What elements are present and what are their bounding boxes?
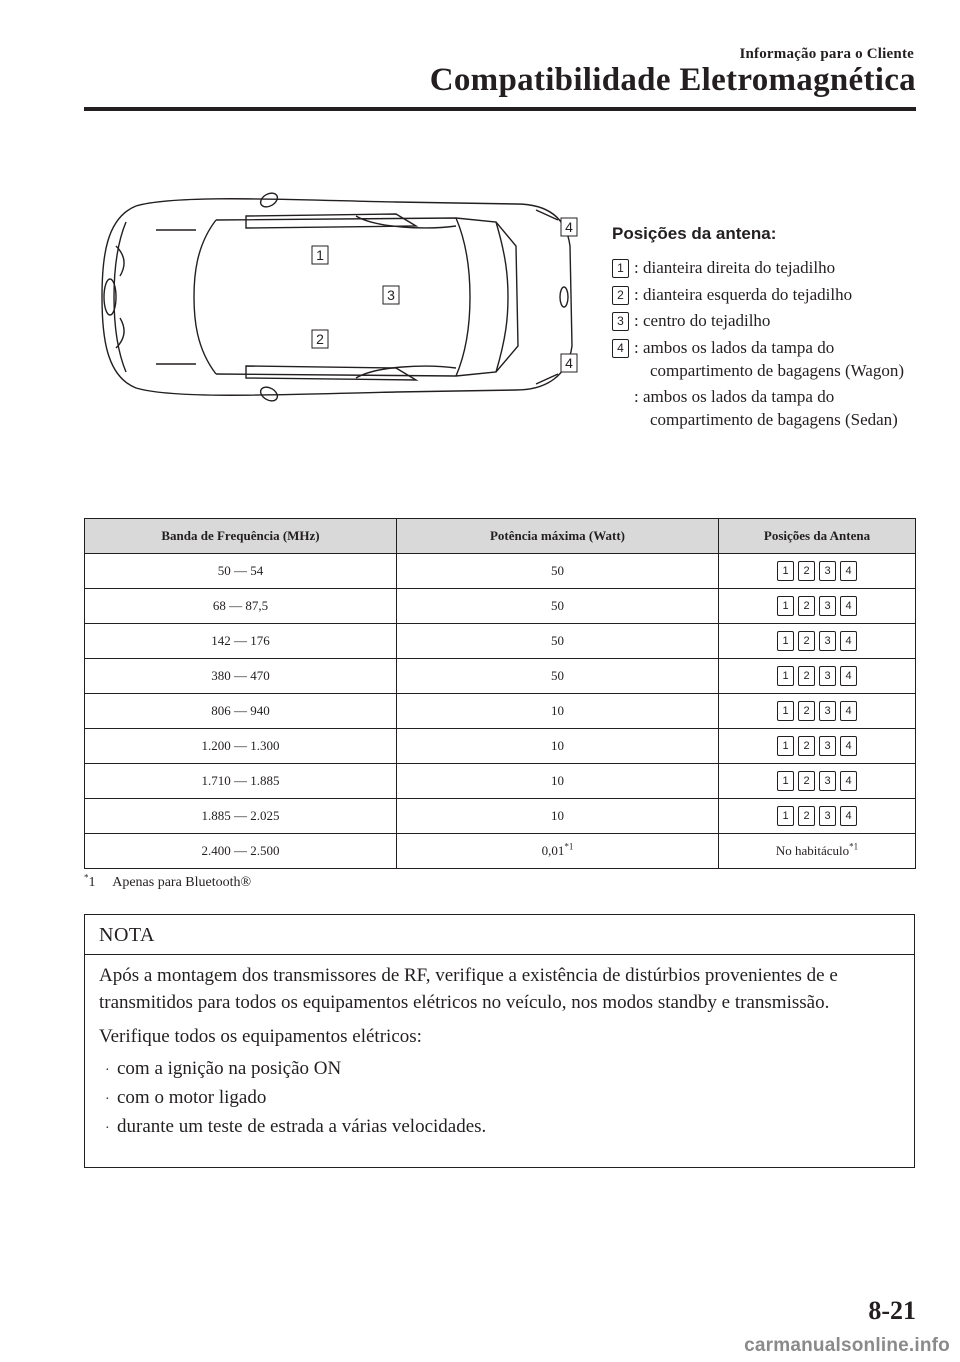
position-number-icon: 4 xyxy=(840,631,857,651)
position-number-icon: 4 xyxy=(840,771,857,791)
cell-positions xyxy=(719,799,916,834)
table-row xyxy=(85,729,916,764)
position-icons xyxy=(777,596,857,616)
legend-num: 1 xyxy=(612,259,629,278)
frequency-table xyxy=(84,518,916,869)
header-subtitle: Informação para o Cliente xyxy=(739,46,914,62)
nota-title: NOTA xyxy=(85,915,914,955)
power-value: 0,01 xyxy=(541,843,565,858)
header-rule xyxy=(84,107,916,111)
cell-band: 2.400 ― 2.500 xyxy=(85,834,397,869)
position-number-icon: 2 xyxy=(798,806,815,826)
table-row xyxy=(85,834,916,869)
cell-positions xyxy=(719,589,916,624)
footnote-mark: * xyxy=(84,872,89,883)
position-number-icon: 3 xyxy=(819,561,836,581)
cell-band: 806 ― 940 xyxy=(85,694,397,729)
car-label-1: 1 xyxy=(316,247,324,263)
cell-band: 1.710 ― 1.885 xyxy=(85,764,397,799)
legend-item xyxy=(612,385,912,432)
position-number-icon: 1 xyxy=(777,596,794,616)
col-header-positions: Posições da Antena xyxy=(719,519,916,554)
position-number-icon: 4 xyxy=(840,561,857,581)
table-row xyxy=(85,589,916,624)
position-number-icon: 1 xyxy=(777,736,794,756)
position-icons xyxy=(777,701,857,721)
footnote xyxy=(84,872,252,891)
position-number-icon: 3 xyxy=(819,631,836,651)
list-item xyxy=(105,1084,900,1113)
car-label-4-bottom: 4 xyxy=(565,355,573,371)
position-number-icon: 4 xyxy=(840,806,857,826)
position-icons xyxy=(777,561,857,581)
cell-power: 10 xyxy=(397,764,719,799)
position-icons xyxy=(777,771,857,791)
position-number-icon: 1 xyxy=(777,631,794,651)
cell-positions xyxy=(719,554,916,589)
position-number-icon: 2 xyxy=(798,631,815,651)
bullet-dot-icon: · xyxy=(105,1120,110,1136)
cell-positions xyxy=(719,694,916,729)
table-row xyxy=(85,659,916,694)
cell-band: 1.885 ― 2.025 xyxy=(85,799,397,834)
table-header-row xyxy=(85,519,916,554)
position-icons xyxy=(777,806,857,826)
position-number-icon: 2 xyxy=(798,596,815,616)
bullet-text: com a ignição na posição ON xyxy=(117,1057,342,1079)
bullet-text: durante um teste de estrada a várias velocidades. xyxy=(117,1115,487,1137)
position-number-icon: 2 xyxy=(798,701,815,721)
position-number-icon: 2 xyxy=(798,771,815,791)
position-number-icon: 3 xyxy=(819,806,836,826)
page-title: Compatibilidade Eletromagnética xyxy=(429,62,916,98)
position-number-icon: 3 xyxy=(819,771,836,791)
legend-item xyxy=(612,256,912,283)
legend-item xyxy=(612,283,912,310)
bullet-text: com o motor ligado xyxy=(117,1086,267,1108)
footnote-marker: *1 xyxy=(564,841,574,852)
table-row xyxy=(85,624,916,659)
legend-num: 2 xyxy=(612,286,629,305)
position-number-icon: 4 xyxy=(840,596,857,616)
nota-bullet-list xyxy=(99,1055,900,1142)
position-number-icon: 1 xyxy=(777,771,794,791)
position-icons xyxy=(777,631,857,651)
position-number-icon: 4 xyxy=(840,666,857,686)
car-label-4-top: 4 xyxy=(565,219,573,235)
cell-power: 50 xyxy=(397,589,719,624)
cell-band: 68 ― 87,5 xyxy=(85,589,397,624)
legend-text: : dianteira esquerda do tejadilho xyxy=(634,284,853,304)
position-icons xyxy=(777,666,857,686)
position-number-icon: 1 xyxy=(777,666,794,686)
car-label-2: 2 xyxy=(316,331,324,347)
position-value: No habitáculo xyxy=(775,843,850,858)
legend-text: : dianteira direita do tejadilho xyxy=(634,258,836,277)
car-label-3: 3 xyxy=(387,287,395,303)
page-number: 8-21 xyxy=(868,1296,916,1325)
cell-power: 10 xyxy=(397,729,719,764)
position-icons xyxy=(777,736,857,756)
cell-power xyxy=(397,834,719,869)
table-row xyxy=(85,694,916,729)
col-header-band: Banda de Frequência (MHz) xyxy=(85,519,397,554)
cell-positions xyxy=(719,624,916,659)
position-number-icon: 3 xyxy=(819,666,836,686)
nota-box xyxy=(84,914,915,1168)
cell-power: 50 xyxy=(397,624,719,659)
cell-positions xyxy=(719,659,916,694)
position-number-icon: 2 xyxy=(798,561,815,581)
position-number-icon: 2 xyxy=(798,736,815,756)
legend-item xyxy=(612,309,912,336)
footnote-marker: *1 xyxy=(849,841,859,852)
footnote-text: 1 Apenas para Bluetooth® xyxy=(88,875,252,890)
cell-band: 1.200 ― 1.300 xyxy=(85,729,397,764)
car-top-view-figure xyxy=(96,186,590,408)
legend-num: 4 xyxy=(612,339,629,358)
cell-band: 50 ― 54 xyxy=(85,554,397,589)
nota-paragraph-1: Após a montagem dos transmissores de RF, verifique a existência de distúrbios provenientes de e transmitidos para todos os equipamentos elétricos no veículo, nos modos standby e transmissão. xyxy=(99,965,838,1013)
position-number-icon: 4 xyxy=(840,736,857,756)
cell-positions xyxy=(719,729,916,764)
position-number-icon: 2 xyxy=(798,666,815,686)
table-row xyxy=(85,554,916,589)
cell-positions xyxy=(719,764,916,799)
legend-item xyxy=(612,336,912,383)
cell-band: 142 ― 176 xyxy=(85,624,397,659)
position-number-icon: 3 xyxy=(819,596,836,616)
nota-paragraph-2: Verifique todos os equipamentos elétricos: xyxy=(99,1026,422,1047)
position-number-icon: 3 xyxy=(819,736,836,756)
legend-text: : ambos os lados da tampa do compartimento de bagagens (Wagon) xyxy=(634,337,905,380)
cell-positions xyxy=(719,834,916,869)
legend-title: Posições da antena: xyxy=(612,224,777,243)
col-header-power: Potência máxima (Watt) xyxy=(397,519,719,554)
legend-num: 3 xyxy=(612,312,629,331)
position-number-icon: 4 xyxy=(840,701,857,721)
cell-power: 50 xyxy=(397,659,719,694)
cell-power: 10 xyxy=(397,799,719,834)
table-row xyxy=(85,799,916,834)
nota-body xyxy=(85,955,914,1142)
cell-power: 50 xyxy=(397,554,719,589)
cell-band: 380 ― 470 xyxy=(85,659,397,694)
list-item xyxy=(105,1113,900,1142)
position-number-icon: 1 xyxy=(777,806,794,826)
bullet-dot-icon: · xyxy=(105,1091,110,1107)
antenna-legend xyxy=(612,224,912,432)
position-number-icon: 3 xyxy=(819,701,836,721)
table-row xyxy=(85,764,916,799)
position-number-icon: 1 xyxy=(777,701,794,721)
bullet-dot-icon: · xyxy=(105,1062,110,1078)
watermark: carmanualsonline.info xyxy=(744,1335,950,1356)
legend-text: : ambos os lados da tampa do compartimento de bagagens (Sedan) xyxy=(634,386,898,429)
cell-power: 10 xyxy=(397,694,719,729)
list-item xyxy=(105,1055,900,1084)
position-number-icon: 1 xyxy=(777,561,794,581)
legend-text: : centro do tejadilho xyxy=(634,311,771,330)
